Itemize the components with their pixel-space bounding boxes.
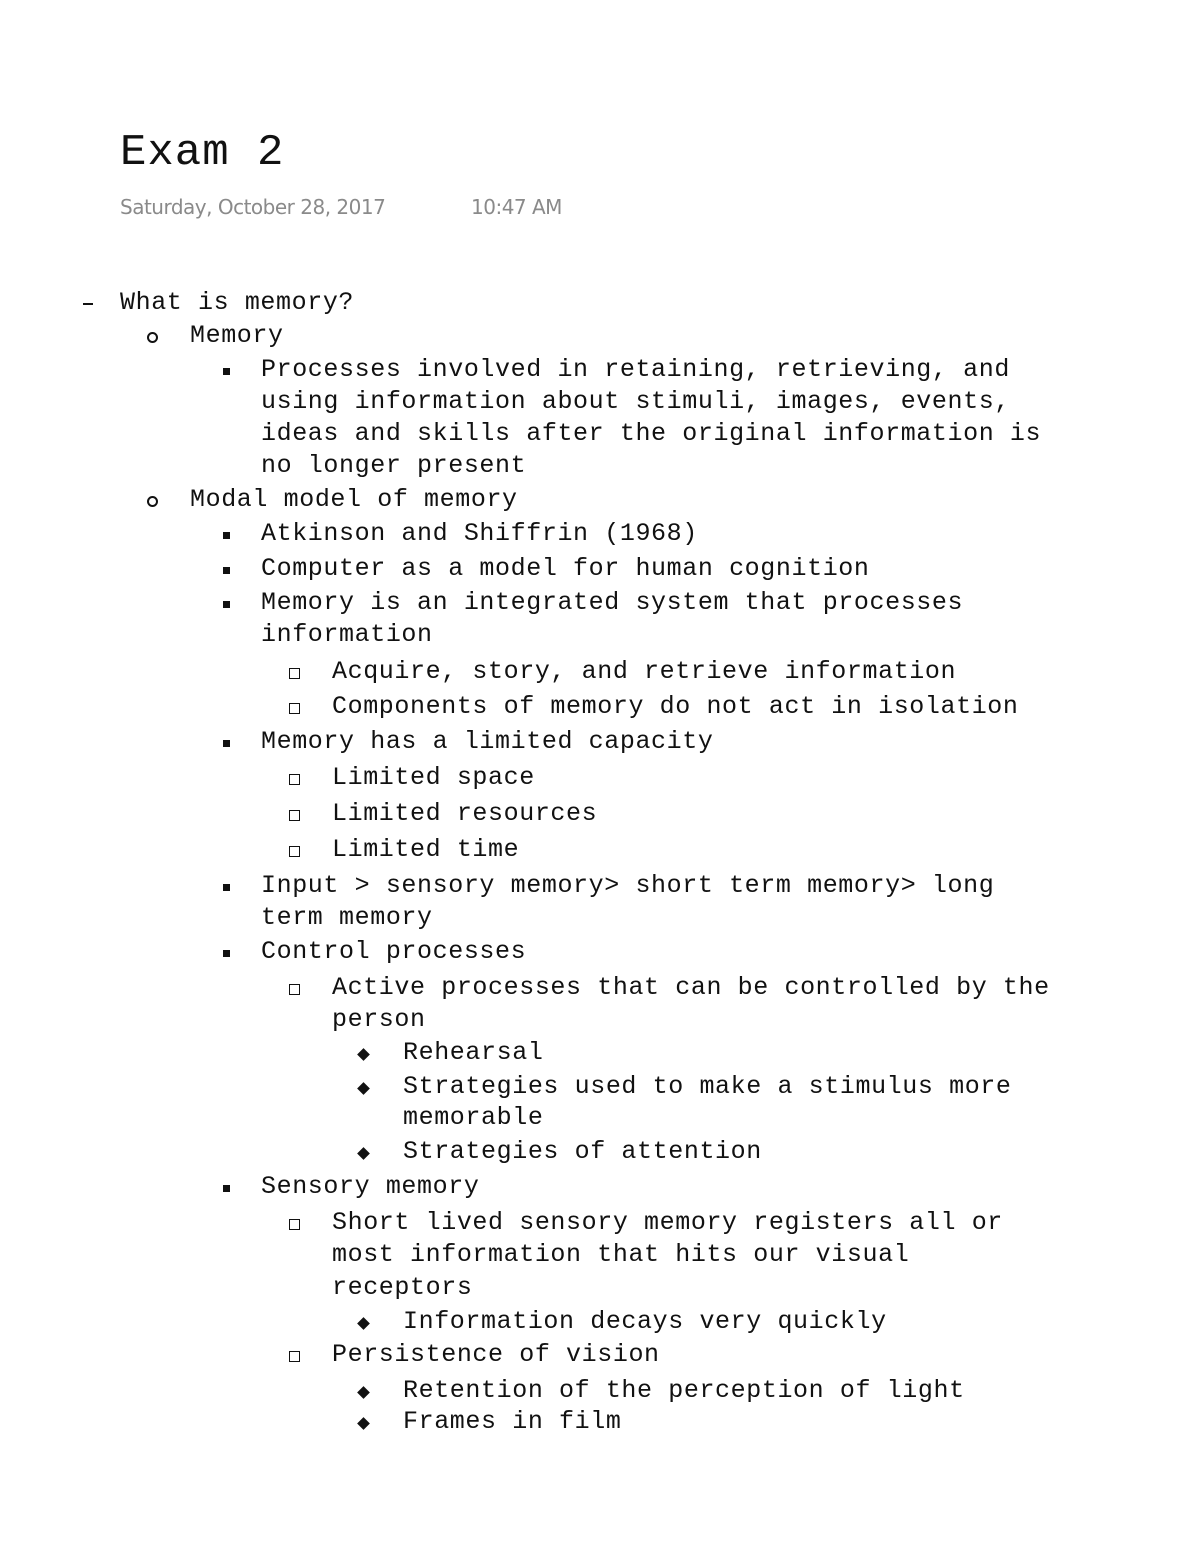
outline-item-text: Persistence of vision: [332, 1340, 660, 1369]
outline-item-continuation: person: [332, 1005, 426, 1034]
outline-item-text: Memory has a limited capacity: [261, 727, 714, 756]
outline-item-continuation: most information that hits our visual: [332, 1240, 910, 1269]
hollow-square-bullet-icon: [283, 697, 305, 719]
outline-item-text: Components of memory do not act in isolation: [332, 692, 1019, 721]
hollow-circle-bullet-icon: [141, 326, 163, 348]
filled-square-bullet-icon: [215, 732, 237, 754]
outline-item-text: Processes involved in retaining, retrieving, and: [261, 355, 1010, 384]
outline-item-text: Limited space: [332, 763, 535, 792]
diamond-bullet-icon: [352, 1077, 374, 1099]
hollow-circle-bullet-icon: [141, 490, 163, 512]
outline-item-continuation: term memory: [261, 903, 433, 932]
diamond-bullet-icon: [352, 1142, 374, 1164]
outline-item-text: Strategies used to make a stimulus more: [403, 1072, 1012, 1101]
filled-square-bullet-icon: [215, 1177, 237, 1199]
filled-square-bullet-icon: [215, 524, 237, 546]
diamond-bullet-icon: [352, 1043, 374, 1065]
outline-item-continuation: receptors: [332, 1273, 473, 1302]
outline-item-continuation: ideas and skills after the original information is: [261, 419, 1042, 448]
filled-square-bullet-icon: [215, 360, 237, 382]
outline-item-text: Acquire, story, and retrieve information: [332, 657, 957, 686]
outline-item-text: Strategies of attention: [403, 1137, 762, 1166]
outline-item-continuation: memorable: [403, 1103, 544, 1132]
outline-item-text: Input > sensory memory> short term memory> long: [261, 871, 995, 900]
outline-item-continuation: information: [261, 620, 433, 649]
hollow-square-bullet-icon: [283, 1213, 305, 1235]
diamond-bullet-icon: [352, 1312, 374, 1334]
outline-item-text: Memory is an integrated system that processes: [261, 588, 964, 617]
filled-square-bullet-icon: [215, 593, 237, 615]
outline-item-text: Memory: [190, 321, 284, 350]
outline-item-text: What is memory?: [120, 288, 355, 317]
hollow-square-bullet-icon: [283, 978, 305, 1000]
outline-item-text: Rehearsal: [403, 1038, 544, 1067]
outline-item-text: Sensory memory: [261, 1172, 480, 1201]
hollow-square-bullet-icon: [283, 662, 305, 684]
outline-item-text: Computer as a model for human cognition: [261, 554, 870, 583]
outline-item-text: Frames in film: [403, 1407, 622, 1436]
filled-square-bullet-icon: [215, 876, 237, 898]
outline-item-text: Retention of the perception of light: [403, 1376, 965, 1405]
dash-bullet-icon: [77, 293, 99, 315]
filled-square-bullet-icon: [215, 942, 237, 964]
outline-item-text: Active processes that can be controlled by the: [332, 973, 1050, 1002]
outline-item-text: Limited time: [332, 835, 520, 864]
outline-item-text: Information decays very quickly: [403, 1307, 887, 1336]
outline-item-continuation: no longer present: [261, 451, 527, 480]
filled-square-bullet-icon: [215, 559, 237, 581]
note-time: 10:47 AM: [471, 195, 562, 219]
diamond-bullet-icon: [352, 1381, 374, 1403]
note-date: Saturday, October 28, 2017: [120, 195, 386, 219]
diamond-bullet-icon: [352, 1412, 374, 1434]
hollow-square-bullet-icon: [283, 840, 305, 862]
outline-item-text: Control processes: [261, 937, 527, 966]
outline-item-text: Modal model of memory: [190, 485, 518, 514]
outline-item-text: Short lived sensory memory registers all or: [332, 1208, 1003, 1237]
outline-item-text: Atkinson and Shiffrin (1968): [261, 519, 698, 548]
outline-item-continuation: using information about stimuli, images, events,: [261, 387, 1010, 416]
outline-item-text: Limited resources: [332, 799, 598, 828]
hollow-square-bullet-icon: [283, 804, 305, 826]
hollow-square-bullet-icon: [283, 768, 305, 790]
page-title: Exam 2: [120, 128, 285, 178]
hollow-square-bullet-icon: [283, 1345, 305, 1367]
